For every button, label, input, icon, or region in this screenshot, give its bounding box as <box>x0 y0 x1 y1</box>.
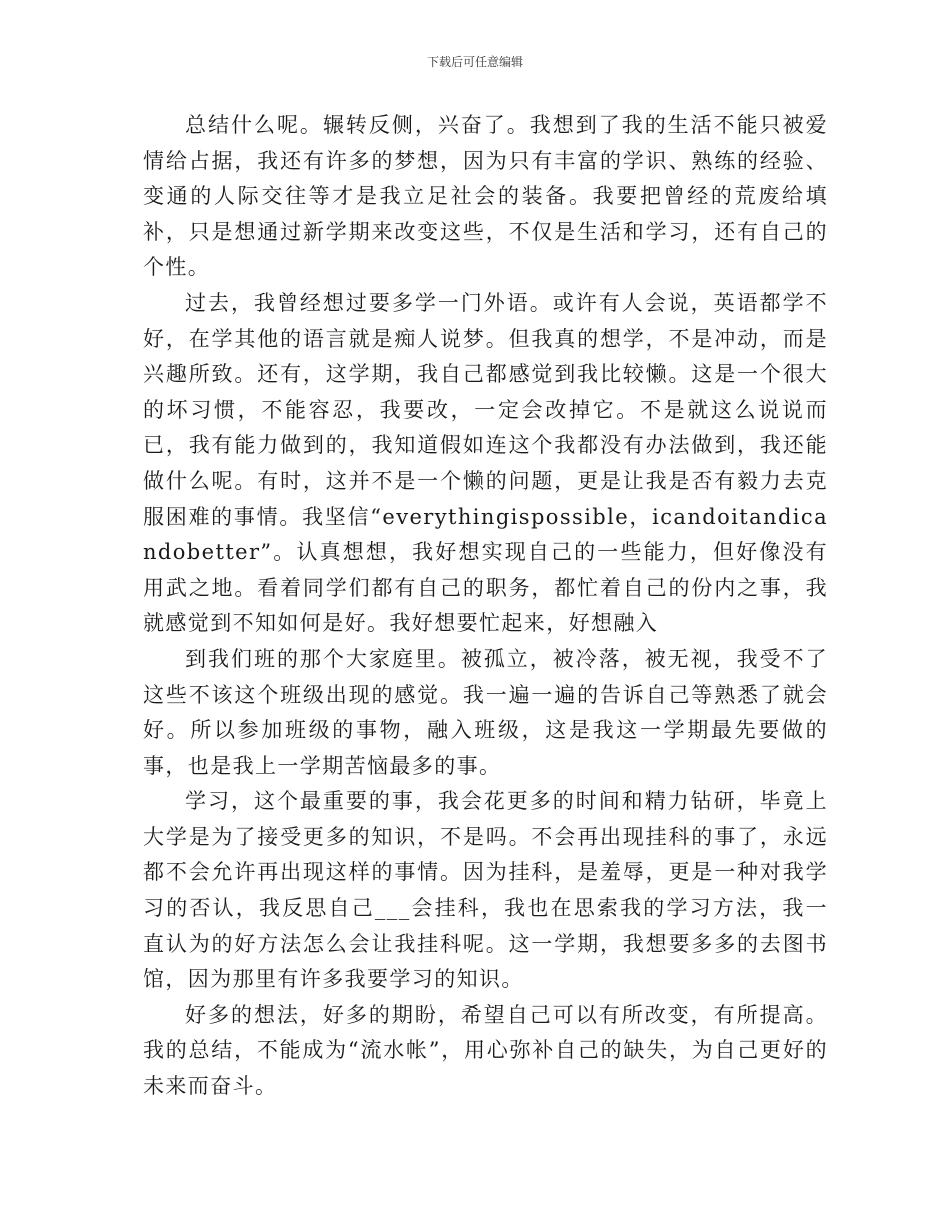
paragraph: 过去，我曾经想过要多学一门外语。或许有人会说，英语都学不好，在学其他的语言就是痴人说梦。但我真的想学，不是冲动，而是兴趣所致。还有，这学期，我自己都感觉到我比较懒。这是一个很大的坏习惯，不能容忍，我要改，一定会改掉它。不是就这么说说而已，我有能力做到的，我知道假如连这个我都没有办法做到，我还能做什么呢。有时，这并不是一个懒的问题，更是让我是否有毅力去克服困难的事情。我坚信“everythingispossible，icandoitandicandobetter”。认真想想，我好想实现自己的一些能力，但好像没有用武之地。看着同学们都有自己的职务，都忙着自己的份内之事，我就感觉到不知如何是好。我好想要忙起来，好想融入 <box>143 290 828 636</box>
paragraph: 总结什么呢。辗转反侧，兴奋了。我想到了我的生活不能只被爱情给占据，我还有许多的梦想，因为只有丰富的学识、熟练的经验、变通的人际交往等才是我立足社会的装备。我要把曾经的荒废给填补，只是想通过新学期来改变这些，不仅是生活和学习，还有自己的个性。 <box>143 113 828 280</box>
document-body <box>143 108 828 1105</box>
page-header: 下载后可任意编辑 <box>426 55 523 69</box>
paragraph: 好多的想法，好多的期盼，希望自己可以有所改变，有所提高。我的总结，不能成为“流水帐”，用心弥补自己的缺失，为自己更好的未来而奋斗。 <box>143 1002 828 1099</box>
paragraph: 学习，这个最重要的事，我会花更多的时间和精力钻研，毕竟上大学是为了接受更多的知识，不是吗。不会再出现挂科的事了，永远都不会允许再出现这样的事情。因为挂科，是羞辱，更是一种对我学习的否认，我反思自己___会挂科，我也在思索我的学习方法，我一直认为的好方法怎么会让我挂科呢。这一学期，我想要多多的去图书馆，因为那里有许多我要学习的知识。 <box>143 789 828 992</box>
paragraph: 到我们班的那个大家庭里。被孤立，被冷落，被无视，我受不了这些不该这个班级出现的感觉。我一遍一遍的告诉自己等熟悉了就会好。所以参加班级的事物，融入班级，这是我这一学期最先要做的事，也是我上一学期苦恼最多的事。 <box>143 646 828 778</box>
